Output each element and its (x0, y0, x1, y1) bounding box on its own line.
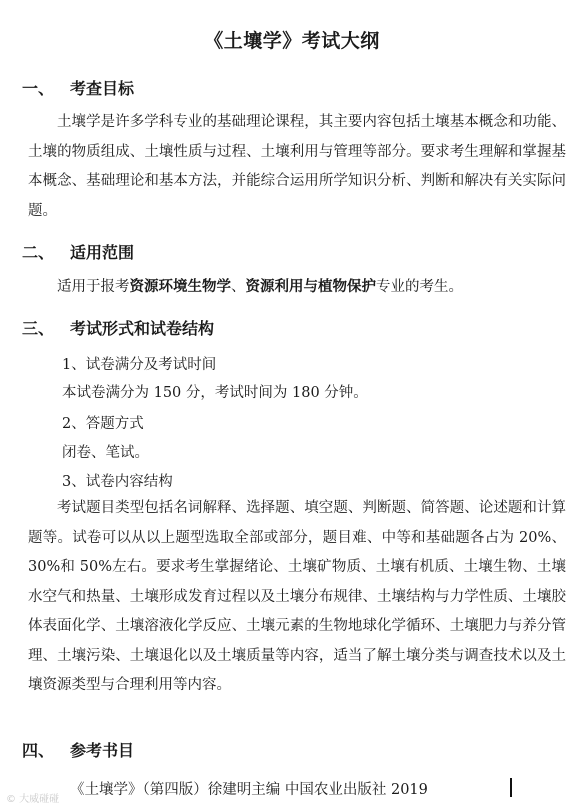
section-number: 一、 (22, 79, 55, 98)
text-cursor (510, 778, 512, 797)
scope-major-1: 资源环境生物学 (129, 278, 231, 295)
section-number: 三、 (22, 319, 55, 338)
section-heading-scope (22, 240, 134, 263)
format-item-2-heading: 2、答题方式 (62, 416, 144, 432)
scope-major-2: 资源利用与植物保护 (245, 278, 376, 295)
document-title: 《土壤学》考试大纲 (204, 30, 380, 52)
section-number: 二、 (22, 243, 55, 262)
section-heading-objective (22, 76, 134, 99)
format-item-2-text: 闭卷、笔试。 (62, 445, 149, 461)
scope-prefix: 适用于报考 (57, 279, 130, 295)
section-title: 参考书目 (70, 741, 135, 760)
scope-suffix: 专业的考生。 (376, 279, 463, 295)
section-number: 四、 (22, 741, 55, 760)
section-title: 考试形式和试卷结构 (70, 319, 215, 338)
format-item-3-paragraph: 考试题目类型包括名词解释、选择题、填空题、判断题、简答题、论述题和计算题等。试卷可以从以上题型选取全部或部分，题目难、中等和基础题各占为 20%、30%和 50%左右。要求考生掌握绪论、土壤矿物质、土壤有机质、土壤生物、土壤水空气和热量、土壤形成发育过程以及土壤分布规律、土壤结构与力学性质、土壤胶体表面化学、土壤溶液化学反应、土壤元素的生物地球化学循环、土壤肥力与养分管理、土壤污染、土壤退化以及土壤质量等内容，适当了解土壤分类与调查技术以及土壤资源类型与合理利用等内容。 (28, 500, 566, 693)
watermark-logo: © 大威碰碰 (6, 794, 60, 805)
format-item-1-heading: 1、试卷满分及考试时间 (62, 357, 217, 373)
section-title: 适用范围 (70, 243, 135, 262)
format-item-3-heading: 3、试卷内容结构 (62, 474, 173, 490)
objective-paragraph: 土壤学是许多学科专业的基础理论课程，其主要内容包括土壤基本概念和功能、土壤的物质组成、土壤性质与过程、土壤利用与管理等部分。要求考生理解和掌握基本概念、基础理论和基本方法，并能综合运用所学知识分析、判断和解决有关实际问题。 (28, 114, 566, 219)
section-title: 考查目标 (70, 79, 135, 98)
reference-book: 《土壤学》（第四版）徐建明主编 中国农业出版社 2019 (70, 782, 428, 798)
scope-paragraph (28, 272, 566, 303)
section-heading-format (22, 316, 214, 339)
format-item-1-text: 本试卷满分为 150 分，考试时间为 180 分钟。 (62, 385, 368, 401)
section-heading-references (22, 738, 134, 761)
scope-separator: 、 (231, 279, 246, 295)
